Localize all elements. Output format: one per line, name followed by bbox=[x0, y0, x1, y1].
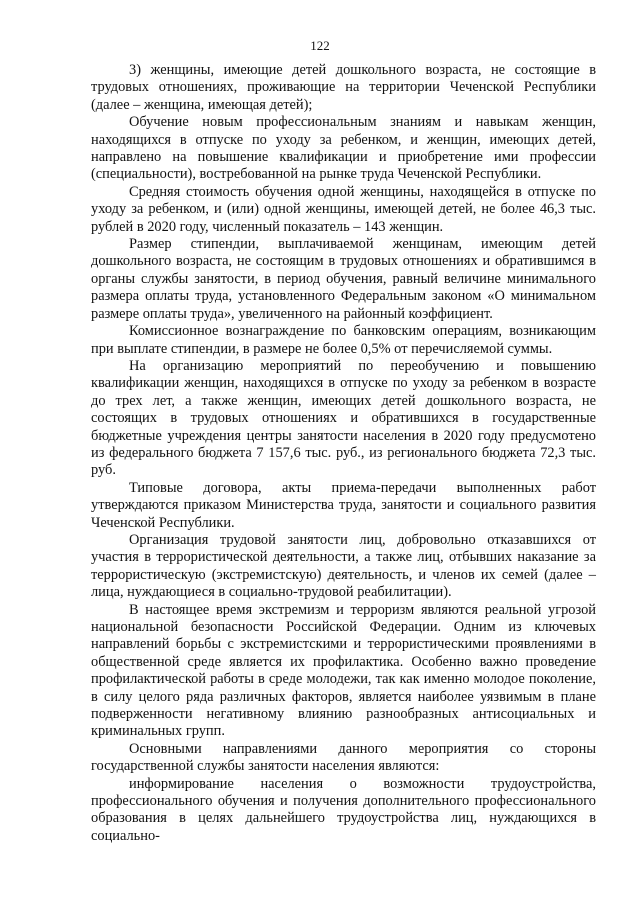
paragraph: На организацию мероприятий по переобучению и повышению квалификации женщин, находящихся в отпуске по уходу за ребенком в возрасте до трех лет, а также женщин, имеющих детей дошкольного возраста, не состоящих в трудовых отношениях и обратившихся в государственные бюджетные учреждения центры занятости населения в 2020 году предусмотено из федерального бюджета 7 157,6 тыс. руб., из регионального бюджета 72,3 тыс. руб. bbox=[91, 357, 596, 479]
paragraph: Обучение новым профессиональным знаниям и навыкам женщин, находящихся в отпуске по уходу за ребенком, и женщин, имеющих детей, направлено на повышение квалификации и приобретение ими профессии (специальности), востребованной на рынке труда Чеченской Республики. bbox=[91, 114, 596, 183]
paragraph: 3) женщины, имеющие детей дошкольного возраста, не состоящие в трудовых отношениях, проживающие на территории Чеченской Республики (далее – женщина, имеющая детей); bbox=[91, 62, 596, 113]
paragraph: Основными направлениями данного мероприятия со стороны государственной службы занятости населения являются: bbox=[91, 740, 596, 775]
paragraph: Размер стипендии, выплачиваемой женщинам, имеющим детей дошкольного возраста, не состоящим в трудовых отношениях и обратившимся в органы службы занятости, в период обучения, равный величине минимального размера оплаты труда, установленного Федеральным законом «О минимальном размере оплаты труда», увеличенного на районный коэффициент. bbox=[91, 236, 596, 322]
paragraph: В настоящее время экстремизм и терроризм являются реальной угрозой национальной безопасности Российской Федерации. Одним из ключевых направлений борьбы с экстремистскими и террористическими проявлениями в общественной среде является их профилактика. Особенно важно проведение профилактической работы в среде молодежи, так как именно молодое поколение, в силу целого ряда различных факторов, является наиболее уязвимым в плане подверженности негативному влиянию разнообразных антисоциальных и криминальных групп. bbox=[91, 601, 596, 740]
paragraph: Комиссионное вознаграждение по банковским операциям, возникающим при выплате стипендии, в размере не более 0,5% от перечисляемой суммы. bbox=[91, 323, 596, 357]
page-body bbox=[91, 62, 596, 845]
paragraph: информирование населения о возможности трудоустройства, профессионального обучения и получения дополнительного профессионального образования в целях дальнейшего трудоустройства лиц, нуждающихся в социально- bbox=[91, 775, 596, 844]
paragraph: Средняя стоимость обучения одной женщины, находящейся в отпуске по уходу за ребенком, и (или) одной женщины, имеющей детей, не более 46,3 тыс. рублей в 2020 году, численный показатель – 143 женщин. bbox=[91, 183, 596, 235]
paragraph: Организация трудовой занятости лиц, добровольно отказавшихся от участия в террористической деятельности, а также лиц, отбывших наказание за террористическую (экстремистскую) деятельность, и членов их семей (далее – лица, нуждающиеся в социально-трудовой реабилитации). bbox=[91, 531, 596, 601]
page-number: 122 bbox=[310, 38, 330, 53]
paragraph: Типовые договора, акты приема-передачи выполненных работ утверждаются приказом Министерства труда, занятости и социального развития Чеченской Республики. bbox=[91, 479, 596, 531]
